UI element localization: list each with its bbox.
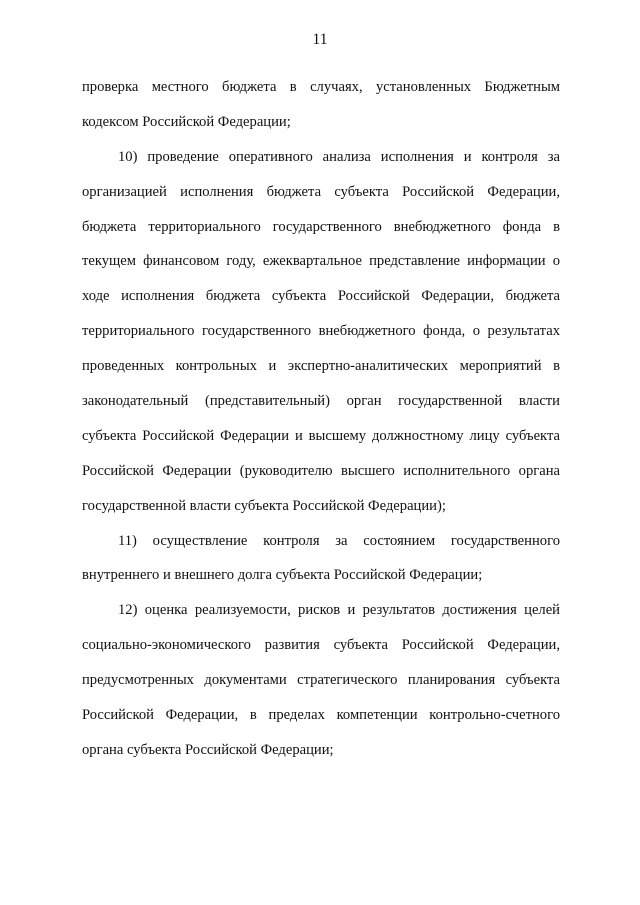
paragraph-item-10 [82, 146, 560, 530]
text-line: территориального государственного внебюджетного фонда, о результатах [82, 323, 560, 340]
text-line: Российской Федерации (руководителю высшего исполнительного органа [82, 462, 560, 479]
paragraph-item-12 [82, 599, 560, 773]
text-line: бюджета территориального государственного внебюджетного фонда в [82, 218, 560, 235]
text-line: кодексом Российской Федерации; [82, 113, 291, 130]
text-line: организацией исполнения бюджета субъекта Российской Федерации, [82, 183, 560, 200]
text-line: Российской Федерации, в пределах компетенции контрольно-счетного [82, 707, 560, 724]
text-line: государственной власти субъекта Российской Федерации); [82, 497, 446, 514]
document-body [82, 76, 560, 774]
paragraph-item-11 [82, 530, 560, 600]
text-line: проведенных контрольных и экспертно-аналитических мероприятий в [82, 358, 560, 375]
paragraph-continuation [82, 76, 560, 146]
text-line: субъекта Российской Федерации и высшему должностному лицу субъекта [82, 427, 560, 444]
text-line: 12) оценка реализуемости, рисков и результатов достижения целей [118, 602, 560, 619]
text-line: ходе исполнения бюджета субъекта Российской Федерации, бюджета [82, 288, 560, 305]
text-line: социально-экономического развития субъекта Российской Федерации, [82, 637, 560, 654]
text-line: проверка местного бюджета в случаях, установленных Бюджетным [82, 79, 560, 95]
text-line: органа субъекта Российской Федерации; [82, 741, 334, 758]
text-line: текущем финансовом году, ежеквартальное представление информации о [82, 253, 560, 270]
text-line: внутреннего и внешнего долга субъекта Российской Федерации; [82, 567, 483, 584]
text-line: законодательный (представительный) орган государственной власти [82, 393, 560, 410]
page-number: 11 [312, 31, 328, 48]
text-line: 11) осуществление контроля за состоянием государственного [118, 532, 560, 549]
text-line: 10) проведение оперативного анализа исполнения и контроля за [118, 148, 560, 165]
text-line: предусмотренных документами стратегического планирования субъекта [82, 672, 560, 689]
